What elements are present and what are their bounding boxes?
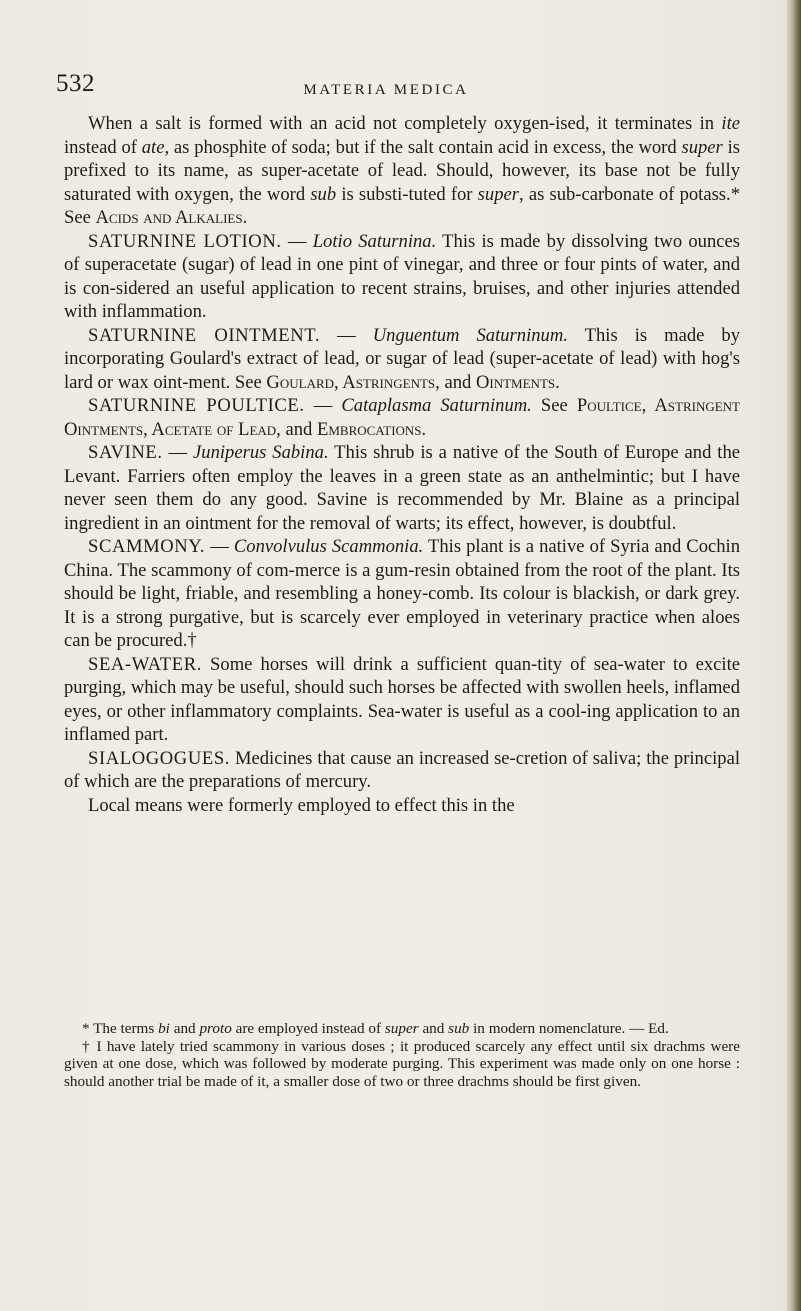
cross-reference: Acids and Alkalies bbox=[95, 207, 243, 228]
entry-sialogogues: SIALOGOGUES. Medicines that cause an increased se-cretion of saliva; the principal of which are the preparations of mercury. bbox=[64, 747, 740, 792]
entry-saturnine-ointment: SATURNINE OINTMENT. — Unguentum Saturninum. This is made by incorporating Goulard's extract of lead, or sugar of lead (super-acetate of lead) with hog's lard or wax oint-ment. See Goulard, Astringents, and Ointments. bbox=[64, 324, 741, 393]
page-header bbox=[56, 70, 756, 104]
latin-name: Convolvulus Scammonia. bbox=[233, 536, 424, 557]
footnotes bbox=[64, 1020, 740, 1090]
entry-scammony: SCAMMONY. — Convolvulus Scammonia. This plant is a native of Syria and Cochin China. The scammony of com-merce is a gum-resin obtained from the root of the plant. Its should be light, friable, and resembling a honey-comb. Its colour is blackish, or dark grey. It is a strong purgative, but is scarcely ever employed in veterinary practice when aloes can be procured.† bbox=[64, 536, 741, 651]
entry-sea-water: SEA-WATER. Some horses will drink a sufficient quan-tity of sea-water to excite purging, which may be useful, should such horses be affected with swollen heels, inflamed eyes, or other inflammatory complaints. Sea-water is useful as a cool-ing application to an inflamed part. bbox=[64, 653, 740, 745]
latin-name: Unguentum Saturninum. bbox=[372, 324, 568, 346]
entry-heading: SATURNINE POULTICE. bbox=[88, 395, 305, 416]
cross-reference: Ointments bbox=[475, 371, 556, 393]
running-head: MATERIA MEDICA bbox=[303, 82, 469, 98]
entry-heading: SAVINE. bbox=[88, 442, 163, 463]
entry-heading: SCAMMONY. bbox=[88, 536, 206, 557]
entry-heading: SIALOGOGUES. bbox=[88, 747, 231, 769]
cross-reference: Goulard, Astringents, bbox=[266, 371, 440, 393]
entry-savine: SAVINE. — Juniperus Sabina. This shrub is a native of the South of Europe and the Levant. Farriers often employ the leaves in a green state as an anthelmintic; but I have never seen them do any good. Savine is recommended by Mr. Blaine as a principal ingredient in an ointment for the removal of warts; its effect, however, is doubtful. bbox=[64, 442, 740, 534]
page-number: 532 bbox=[56, 70, 95, 97]
paragraph-local-means: Local means were formerly employed to effect this in the bbox=[88, 794, 515, 816]
entry-heading: SATURNINE OINTMENT. bbox=[88, 324, 321, 346]
cross-reference: Embrocations bbox=[316, 418, 422, 440]
cross-reference: Poultice, Astringent Ointments, Acetate of Lead, bbox=[64, 395, 740, 440]
latin-name: Lotio Saturnina. bbox=[312, 230, 437, 252]
entry-saturnine-lotion: SATURNINE LOTION. — Lotio Saturnina. This is made by dissolving two ounces of superacetate (sugar) of lead in one pint of vinegar, and three or four pints of water, and is con-sidered an useful application to recent strains, bruises, and other injuries attended with inflammation. bbox=[64, 230, 741, 322]
page-edge bbox=[787, 0, 801, 1311]
entry-heading: SATURNINE LOTION. bbox=[88, 230, 282, 252]
entry-saturnine-poultice: SATURNINE POULTICE. — Cataplasma Saturninum. See Poultice, Astringent Ointments, Acetate of Lead, and Embrocations. bbox=[64, 395, 740, 440]
footnote-dagger: † I have lately tried scammony in various doses ; it produced scarcely any effect until six drachms were given at one dose, which was followed by moderate purging. This experiment was made only on one horse : should another trial be made of it, a smaller dose of two or three drachms should be first given. bbox=[64, 1037, 740, 1090]
latin-name: Cataplasma Saturninum. bbox=[341, 395, 532, 416]
paragraph-oxygenation: When a salt is formed with an acid not completely oxygen-ised, it terminates in ite instead of ate, as phosphite of soda; but if the salt contain acid in excess, the word super is prefixed to its name, as super-acetate of lead. Should, however, its base not be fully saturated with oxygen, the word sub is substi-tuted for super, as sub-carbonate of potass.* See Acids and Alkalies. bbox=[64, 113, 740, 228]
body-text bbox=[64, 112, 740, 817]
footnote-asterisk: * The terms bi and proto are employed instead of super and sub in modern nomenclature. — Ed. bbox=[82, 1020, 669, 1037]
entry-heading: SEA-WATER. bbox=[88, 653, 202, 675]
latin-name: Juniperus Sabina. bbox=[193, 442, 329, 463]
